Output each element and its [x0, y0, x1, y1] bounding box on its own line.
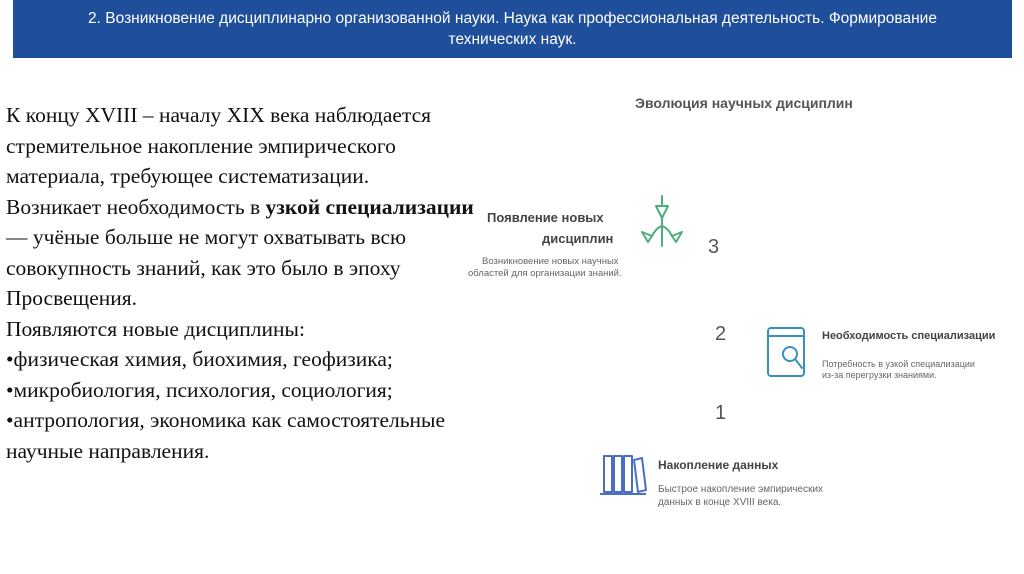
- step-3-number: 3: [708, 236, 720, 258]
- step-3-title-line-2: дисциплин: [542, 231, 614, 246]
- step-3-desc-line-1: Возникновение новых научных: [482, 256, 619, 267]
- step-3-desc-line-2: областей для организации знаний.: [468, 268, 622, 279]
- slide-header: [13, 0, 1012, 58]
- paragraph-3: Появляются новые дисциплины:: [6, 316, 305, 341]
- bullet-3: •антропология, экономика как самостоятельные научные направления.: [6, 408, 446, 463]
- diagram-title: Эволюция научных дисциплин: [635, 95, 853, 111]
- paragraph-2: [6, 192, 476, 314]
- step-3-title-line-1: Появление новых: [487, 210, 604, 225]
- header-line-2: технических наук.: [448, 31, 577, 48]
- step-2-desc-line-1: Потребность в узкой специализации: [822, 359, 975, 369]
- bullet-1: •физическая химия, биохимия, геофизика;: [6, 347, 393, 371]
- step-1-desc-line-1: Быстрое накопление эмпирических: [658, 484, 824, 495]
- books-icon: [598, 450, 648, 500]
- paragraph-2-post: — учёные больше не могут охватывать всю совокупность знаний, как это было в эпоху Просвещения.: [6, 225, 407, 310]
- step-1-title: Накопление данных: [658, 458, 779, 472]
- book-search-icon: [764, 324, 810, 380]
- header-line-1: 2. Возникновение дисциплинарно организованной науки. Наука как профессиональная деятельность. Формирование: [88, 10, 937, 27]
- bullet-2: •микробиология, психология, социология;: [6, 377, 393, 402]
- evolution-diagram: [460, 80, 1020, 550]
- step-1-number: 1: [715, 402, 727, 424]
- main-text: [6, 100, 476, 466]
- paragraph-1: К концу XVIII – началу XIX века наблюдается стремительное накопление эмпирического материала, требующее систематизации.: [6, 103, 432, 188]
- step-2-number: 2: [715, 323, 727, 345]
- step-2-desc-line-2: из-за перегрузки знаниями.: [822, 370, 937, 380]
- step-1-desc-line-2: данных в конце XVIII века.: [658, 497, 782, 508]
- sprout-icon: [638, 192, 686, 248]
- paragraph-2-pre: Возникает необходимость в: [6, 194, 266, 219]
- step-2-title: Необходимость специализации: [822, 330, 996, 342]
- paragraph-2-bold: узкой специализации: [265, 194, 474, 219]
